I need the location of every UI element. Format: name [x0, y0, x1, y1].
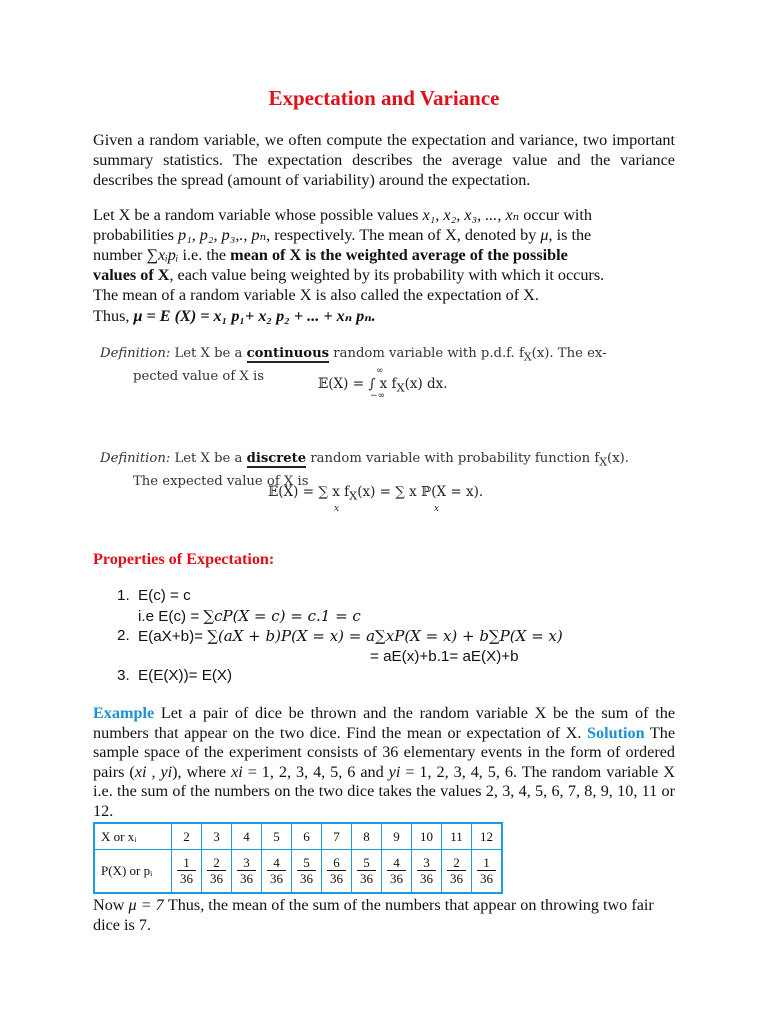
x-value: 11 — [442, 823, 472, 850]
continuous-expectation-formula: 𝔼(X) = ∫ x $f_X(x)$ dx. ∞ −∞ — [318, 366, 448, 401]
x-value: 5 — [262, 823, 292, 850]
row-label-x: X or xᵢ — [94, 823, 172, 850]
intro-paragraph: Given a random variable, we often compute the expectation and variance, two important summary statistics. The expectation describes the average value and the variance describes the spread (amount of variability) around the expectation. — [93, 131, 675, 189]
x-value: 7 — [322, 823, 352, 850]
probability-cell: $\frac{4}{36}$ — [262, 850, 292, 894]
x-value: 3 — [202, 823, 232, 850]
probability-cell: $\frac{3}{36}$ — [412, 850, 442, 894]
solution-label: Solution — [586, 723, 645, 742]
x-value: 9 — [382, 823, 412, 850]
property-3: E(E(X))= E(X) — [138, 667, 233, 684]
mean-line-4: values of X, each value being weighted by its probability with which it occurs. — [93, 266, 605, 284]
example-paragraph: Example Let a pair of dice be thrown and the random variable X be the sum of the numbers that appear on the two dice. Find the mean or expectation of X. Solution The sample space of the experiment consists of 36 elementary events in the form of ordered pairs (xi , yi), where xi = 1, 2, 3, 4, 5, 6 and yi = 1, 2, 3, 4, 5, 6. The random variable X i.e. the sum of the numbers on the two dice takes the values 2, 3, 4, 5, 6, 7, 8, 9, 10, 11 or 12. — [93, 704, 676, 820]
property-1-explanation: i.e E(c) = ∑cP(X = c) = c.1 = c — [138, 607, 361, 625]
conclusion-paragraph: Now μ = 7 Thus, the mean of the sum of the numbers that appear on throwing two fair dice is 7. — [93, 896, 654, 934]
row-label-p: P(X) or pᵢ — [94, 850, 172, 894]
mean-formula-line: Thus, μ = E (X) = x₁ p₁+ x₂ p₂ + ... + xₙ pₙ. — [93, 307, 376, 325]
definition-continuous: Definition: Let X be a continuous random variable with p.d.f. $f_X(x)$. The ex- pected value of X is — [100, 346, 607, 384]
x-value: 2 — [172, 823, 202, 850]
x-value: 12 — [472, 823, 503, 850]
table-row — [94, 823, 502, 850]
probability-cell: $\frac{2}{36}$ — [442, 850, 472, 894]
mean-line-5: The mean of a random variable X is also called the expectation of X. — [93, 286, 539, 304]
page-title: Expectation and Variance — [268, 86, 500, 110]
probability-cell: $\frac{1}{36}$ — [472, 850, 503, 894]
mean-line-3: number ∑xᵢpᵢ i.e. the mean of X is the weighted average of the possible — [93, 246, 568, 264]
probability-cell: $\frac{5}{36}$ — [352, 850, 382, 894]
mean-line-1: Let X be a random variable whose possible values x₁, x₂, x₃, ..., xₙ occur with — [93, 206, 593, 224]
x-value: 8 — [352, 823, 382, 850]
mean-line-2: probabilities p₁, p₂, p₃,., pₙ, respectively. The mean of X, denoted by μ, is the — [93, 226, 592, 244]
probability-cell: $\frac{6}{36}$ — [322, 850, 352, 894]
x-value: 6 — [292, 823, 322, 850]
property-2-number: 2. — [117, 627, 130, 644]
x-value: 10 — [412, 823, 442, 850]
x-value: 4 — [232, 823, 262, 850]
discrete-expectation-formula: 𝔼(X) = ∑ x $f_X(x)$ = ∑ x ℙ(X = x). x x — [268, 484, 484, 514]
property-2-continuation: = aE(x)+b.1= aE(X)+b — [370, 648, 519, 665]
table-row — [94, 850, 502, 894]
mean-paragraph — [93, 205, 675, 305]
property-2: E(aX+b)= ∑(aX + b)P(X = x) = a∑xP(X = x) + b∑P(X = x) — [138, 627, 563, 645]
definition-discrete: Definition: Let X be a discrete random variable with probability function $f_X(x)$. The expected value of X is — [100, 451, 629, 489]
probability-cell: $\frac{3}{36}$ — [232, 850, 262, 894]
probability-cell: $\frac{4}{36}$ — [382, 850, 412, 894]
property-1: E(c) = c — [138, 587, 191, 604]
keyword-continuous: continuous — [246, 346, 330, 361]
probability-distribution-table — [93, 822, 503, 894]
property-3-number: 3. — [117, 667, 130, 684]
properties-heading: Properties of Expectation: — [93, 550, 275, 568]
property-1-number: 1. — [117, 587, 130, 604]
keyword-discrete: discrete — [246, 451, 307, 466]
probability-cell: $\frac{1}{36}$ — [172, 850, 202, 894]
probability-cell: $\frac{5}{36}$ — [292, 850, 322, 894]
example-label: Example — [93, 704, 155, 722]
probability-cell: $\frac{2}{36}$ — [202, 850, 232, 894]
